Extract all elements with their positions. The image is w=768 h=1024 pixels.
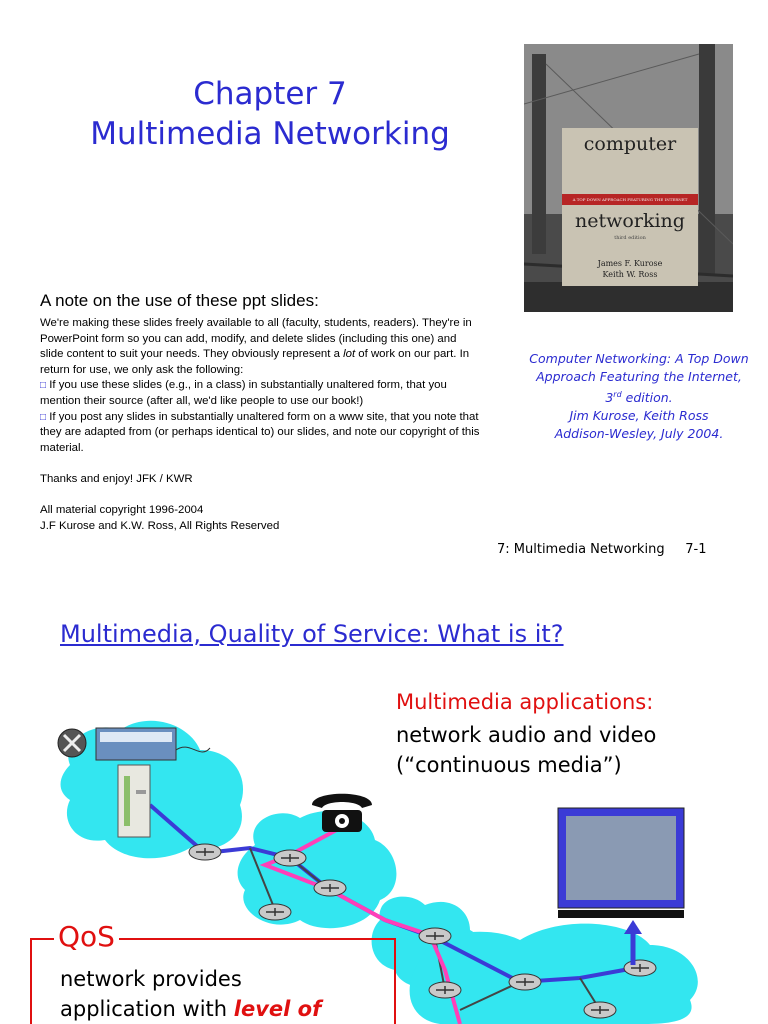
note-heading: A note on the use of these ppt slides: (40, 291, 319, 310)
note-bullet-2: □ If you post any slides in substantially unaltered form on a www site, that you note that they are adapted from (or perhaps identical to) our slides, and note our copyright of this material. (40, 410, 480, 454)
bullet-square-icon: □ (40, 411, 47, 423)
slide-2-title: Multimedia, Quality of Service: What is it? (60, 620, 564, 648)
cover-title-top: computer (583, 133, 677, 155)
qos-line-2: application with level of (60, 997, 322, 1021)
title-line-2: Multimedia Networking (90, 116, 450, 152)
cover-edition: third edition (614, 235, 646, 241)
qos-label: QoS (54, 920, 119, 953)
cover-title-bottom: networking (575, 210, 685, 232)
footer-page: 7-1 (685, 542, 707, 557)
router-icon (584, 1002, 616, 1018)
slide-footer (497, 542, 706, 557)
chapter-title (40, 74, 500, 154)
router-icon (314, 880, 346, 896)
citation-edition: 3rd edition. (605, 390, 673, 406)
book-cover-image (524, 44, 733, 312)
citation-authors: Jim Kurose, Keith Ross (569, 408, 709, 424)
citation-publisher: Addison-Wesley, July 2004. (554, 426, 724, 442)
slide-2 (0, 590, 768, 1024)
bullet-square-icon: □ (40, 380, 47, 392)
multimedia-description (396, 720, 756, 780)
note-body (40, 316, 480, 534)
copyright-line-1: All material copyright 1996-2004 (40, 504, 204, 517)
router-icon (429, 982, 461, 998)
note-intro: We're making these slides freely available to all (faculty, students, readers). They're in PowerPoint form so you can add, modify, and delete slides (including this one) and slide content to suit your needs. They obviously represent a lot of work on our part. In return for use, we only ask the following: (40, 317, 472, 376)
router-icon (274, 850, 306, 866)
multimedia-heading: Multimedia applications: (396, 690, 654, 714)
title-line-1: Chapter 7 (193, 76, 347, 112)
cover-band-text: A TOP DOWN APPROACH FEATURING THE INTERNET (572, 197, 688, 202)
qos-description (60, 964, 380, 1024)
copyright-line-2: J.F Kurose and K.W. Ross, All Rights Reserved (40, 519, 280, 532)
cover-author-1: James F. Kurose (597, 259, 663, 268)
note-bullet-1: □ If you use these slides (e.g., in a class) in substantially unaltered form, that you mention their source (after all, we'd like people to use our book!) (40, 379, 447, 407)
footer-chapter: 7: Multimedia Networking (497, 542, 665, 557)
network-cloud-right (410, 924, 698, 1024)
cover-author-2: Keith W. Ross (602, 270, 658, 279)
router-icon (419, 928, 451, 944)
qos-line-1: network provides (60, 967, 242, 991)
citation-title: Computer Networking: A Top Down Approach Featuring the Internet, (529, 351, 749, 384)
router-icon (509, 974, 541, 990)
modem-icon (118, 765, 150, 837)
multimedia-line-2: (“continuous media”) (396, 753, 622, 777)
note-thanks: Thanks and enjoy! JFK / KWR (40, 472, 193, 485)
cover-authors (562, 258, 698, 280)
router-icon (259, 904, 291, 920)
multimedia-line-1: network audio and video (396, 723, 657, 747)
router-icon (189, 844, 221, 860)
monitor-icon (558, 808, 684, 918)
router-icon (624, 960, 656, 976)
book-citation (523, 350, 755, 443)
